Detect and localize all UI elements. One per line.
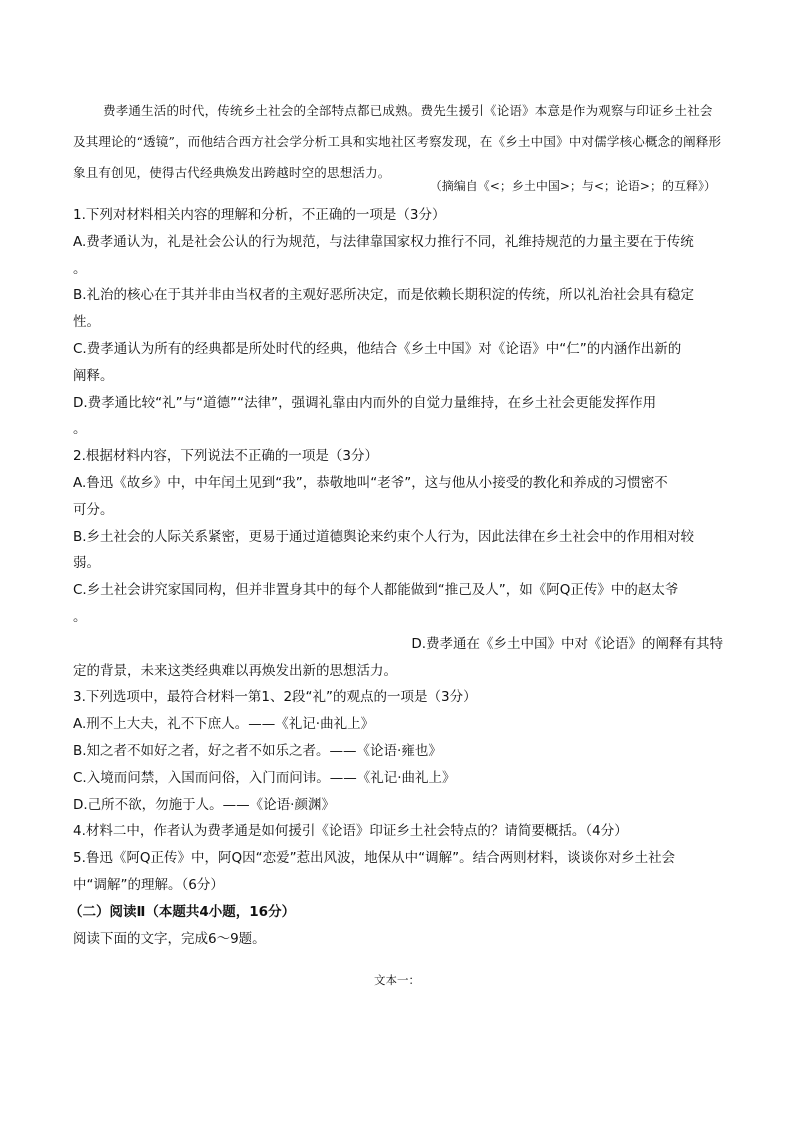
question-5-cont: 中“调解”的理解。（6分） [73,876,224,893]
question-2-option-a-cont: 可分。 [73,501,114,518]
question-2-option-c-cont: 。 [73,608,87,625]
question-1-option-d-cont: 。 [73,421,87,438]
question-3-option-c: C.入境而问禁，入国而问俗，入门而问讳。——《礼记·曲礼上》 [73,769,456,786]
text-one-label: 文本一： [374,973,420,987]
source-citation: （摘编自《<；乡土中国>；与<；论语>；的互释》） [429,179,716,193]
question-5: 5.鲁迅《阿Q正传》中，阿Q因“恋爱”惹出风波，地保从中“调解”。结合两则材料，谈谈你对乡土社会 [73,850,676,867]
question-1-option-b-cont: 性。 [73,314,100,331]
questions-block [69,202,723,952]
question-2-option-c: C.乡土社会讲究家国同构，但并非置身其中的每个人都能做到“推己及人”，如《阿Q正传》中的赵太爷 [73,582,679,599]
question-2-option-b: B.乡土社会的人际关系紧密，更易于通过道德舆论来约束个人行为，因此法律在乡土社会中的作用相对较 [73,528,695,545]
question-2-option-d-cont: 定的背景，未来这类经典难以再焕发出新的思想活力。 [73,662,397,679]
question-1-option-a-cont: 。 [73,260,87,277]
question-2-option-d: D.费孝通在《乡土中国》中对《论语》的阐释有其特 [411,635,723,652]
question-2-option-b-cont: 弱。 [73,555,100,572]
section-heading: （二）阅读Ⅱ（本题共4小题，16分） [69,903,296,920]
question-3-option-b: B.知之者不如好之者，好之者不如乐之者。——《论语·雍也》 [73,742,442,759]
question-1-option-c-cont: 阐释。 [73,367,114,384]
reading-instruction: 阅读下面的文字，完成6～9题。 [73,930,266,947]
question-1-option-c: C.费孝通认为所有的经典都是所处时代的经典，他结合《乡土中国》对《论语》中“仁”的内涵作出新的 [73,340,682,357]
question-3-stem: 3.下列选项中，最符合材料一第1、2段“礼”的观点的一项是（3分） [73,689,477,706]
question-1-option-a: A.费孝通认为，礼是社会公认的行为规范，与法律靠国家权力推行不同，礼维持规范的力量主要在于传统 [73,233,694,250]
question-1-option-d: D.费孝通比较“礼”与“道德”“法律”，强调礼靠由内而外的自觉力量维持，在乡土社会更能发挥作用 [73,394,657,411]
question-4: 4.材料二中，作者认为费孝通是如何援引《论语》印证乡土社会特点的？请简要概括。（4分） [73,823,628,840]
question-1-stem: 1.下列对材料相关内容的理解和分析，不正确的一项是（3分） [73,207,446,223]
question-2-option-a: A.鲁迅《故乡》中，中年闰土见到“我”，恭敬地叫“老爷”，这与他从小接受的教化和养成的习惯密不 [73,474,668,491]
question-3-option-a: A.刑不上大夫，礼不下庶人。——《礼记·曲礼上》 [73,716,375,733]
question-1-option-b: B.礼治的核心在于其并非由当权者的主观好恶所决定，而是依赖长期积淀的传统，所以礼治社会具有稳定 [73,287,695,304]
question-3-option-d: D.己所不欲，勿施于人。——《论语·颜渊》 [73,796,335,813]
passage-paragraph: 费孝通生活的时代，传统乡土社会的全部特点都已成熟。费先生援引《论语》本意是作为观察与印证乡土社会及其理论的“透镜”，而他结合西方社会学分析工具和实地社区考察发现，在《乡土中国》中对儒学核心概念的阐释形象且有创见，使得古代经典焕发出跨越时空的思想活力。 [73,103,722,180]
question-2-stem: 2.根据材料内容，下列说法不正确的一项是（3分） [73,448,378,465]
